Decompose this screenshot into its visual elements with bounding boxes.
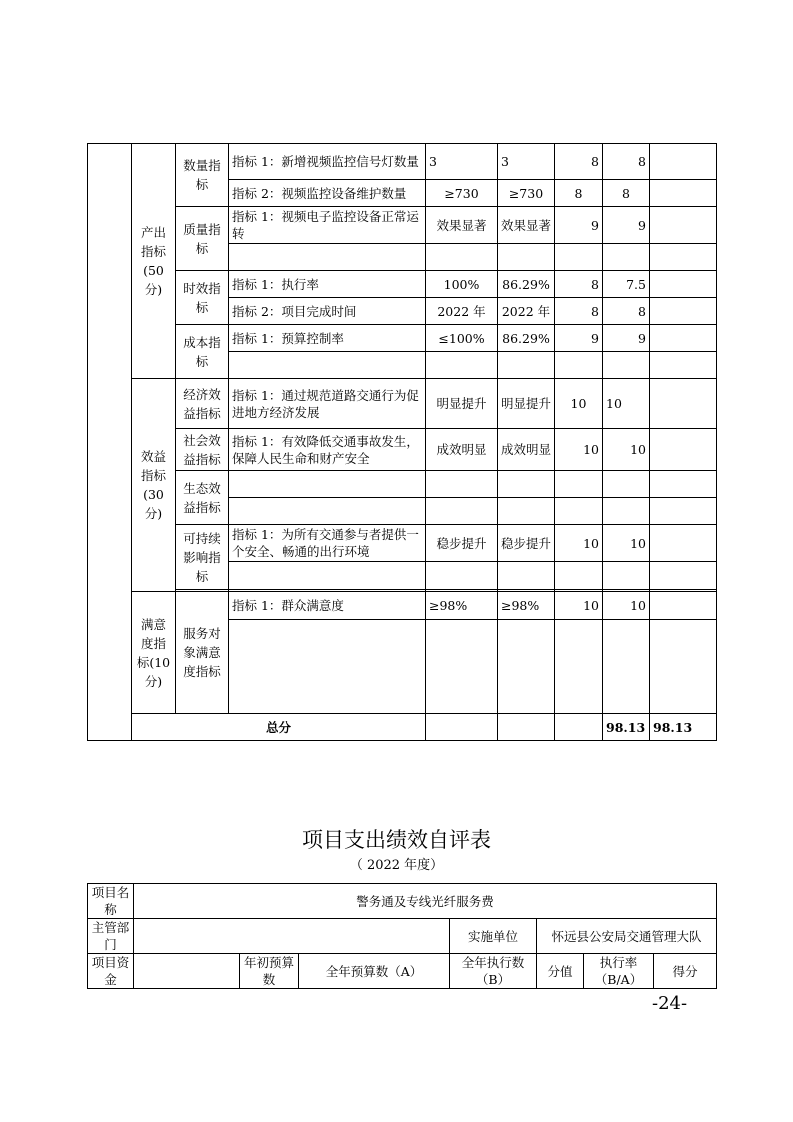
score-cell: 10 xyxy=(555,429,603,471)
empty-cell xyxy=(650,379,717,429)
score-cell: 8 xyxy=(555,144,603,180)
empty-cell xyxy=(134,954,240,989)
actual-cell: 86.29% xyxy=(498,271,555,298)
col-annual-budget: 全年预算数（A） xyxy=(299,954,450,989)
blank-first-column xyxy=(88,144,132,741)
empty-cell xyxy=(498,714,555,741)
target-cell: ≥730 xyxy=(426,180,498,207)
col-initial-budget: 年初预算数 xyxy=(240,954,299,989)
funds-label: 项目资金 xyxy=(88,954,134,989)
empty-cell xyxy=(555,471,603,498)
empty-cell xyxy=(498,562,555,590)
empty-cell xyxy=(426,471,498,498)
empty-cell xyxy=(650,325,717,352)
empty-cell xyxy=(229,620,426,714)
empty-cell xyxy=(229,471,426,498)
satisfaction-category: 满意度指标(10分) xyxy=(132,592,176,714)
benefit-category: 效益指标(30分) xyxy=(132,379,176,592)
indicator-cell: 指标 2：视频监控设备维护数量 xyxy=(229,180,426,207)
col-score: 分值 xyxy=(537,954,584,989)
actual-cell: 86.29% xyxy=(498,325,555,352)
target-cell: 2022 年 xyxy=(426,298,498,325)
score-cell: 10 xyxy=(555,592,603,620)
empty-cell xyxy=(650,498,717,525)
empty-cell xyxy=(426,244,498,271)
project-name-label: 项目名称 xyxy=(88,884,134,919)
got-cell: 9 xyxy=(603,325,650,352)
total-got: 98.13 xyxy=(650,714,717,741)
empty-cell xyxy=(650,244,717,271)
empty-cell xyxy=(498,244,555,271)
empty-cell xyxy=(229,244,426,271)
empty-cell xyxy=(650,592,717,620)
actual-cell: 效果显著 xyxy=(498,207,555,244)
empty-cell xyxy=(426,352,498,379)
empty-cell xyxy=(229,498,426,525)
indicator-cell: 指标 1：通过规范道路交通行为促进地方经济发展 xyxy=(229,379,426,429)
empty-cell xyxy=(555,352,603,379)
actual-cell: 成效明显 xyxy=(498,429,555,471)
empty-cell xyxy=(555,714,603,741)
empty-cell xyxy=(603,620,650,714)
actual-cell: 2022 年 xyxy=(498,298,555,325)
empty-cell xyxy=(426,714,498,741)
form-year: （ 2022 年度） xyxy=(349,858,444,873)
score-cell: 8 xyxy=(555,180,603,207)
empty-cell xyxy=(650,471,717,498)
indicator-cell: 指标 1：执行率 xyxy=(229,271,426,298)
empty-cell xyxy=(426,620,498,714)
ecological-label: 生态效益指标 xyxy=(176,471,229,525)
target-cell: 100% xyxy=(426,271,498,298)
col-executed: 全年执行数（B） xyxy=(450,954,537,989)
dept-value xyxy=(134,919,450,954)
empty-cell xyxy=(650,298,717,325)
empty-cell xyxy=(650,620,717,714)
empty-cell xyxy=(555,562,603,590)
empty-cell xyxy=(498,352,555,379)
empty-cell xyxy=(603,498,650,525)
indicator-cell: 指标 2：项目完成时间 xyxy=(229,298,426,325)
empty-cell xyxy=(426,498,498,525)
empty-cell xyxy=(426,562,498,590)
score-cell: 10 xyxy=(555,379,603,429)
actual-cell: 稳步提升 xyxy=(498,525,555,562)
score-cell: 9 xyxy=(555,325,603,352)
impl-unit-label: 实施单位 xyxy=(450,919,537,954)
empty-cell xyxy=(650,180,717,207)
indicator-cell: 指标 1：为所有交通参与者提供一个安全、畅通的出行环境 xyxy=(229,525,426,562)
page-number: -24- xyxy=(652,993,688,1014)
empty-cell xyxy=(650,525,717,562)
actual-cell: ≥98% xyxy=(498,592,555,620)
satisfaction-label: 服务对象满意度指标 xyxy=(176,592,229,714)
score-cell: 8 xyxy=(555,271,603,298)
empty-cell xyxy=(555,498,603,525)
impl-unit-value: 怀远县公安局交通管理大队 xyxy=(537,919,717,954)
col-rate: 执行率（B/A） xyxy=(584,954,654,989)
quantity-label: 数量指标 xyxy=(176,144,229,207)
empty-cell xyxy=(229,562,426,590)
target-cell: 稳步提升 xyxy=(426,525,498,562)
quality-label: 质量指标 xyxy=(176,207,229,271)
target-cell: 明显提升 xyxy=(426,379,498,429)
actual-cell: ≥730 xyxy=(498,180,555,207)
empty-cell xyxy=(498,620,555,714)
empty-cell xyxy=(650,562,717,590)
score-cell: 8 xyxy=(555,298,603,325)
project-name-value: 警务通及专线光纤服务费 xyxy=(134,884,717,919)
got-cell: 9 xyxy=(603,207,650,244)
empty-cell xyxy=(650,429,717,471)
output-category: 产出指标(50分) xyxy=(132,144,176,379)
indicator-cell: 指标 1：预算控制率 xyxy=(229,325,426,352)
score-cell: 9 xyxy=(555,207,603,244)
dept-label: 主管部门 xyxy=(88,919,134,954)
empty-cell xyxy=(498,471,555,498)
form-title: 项目支出绩效自评表 xyxy=(302,828,491,852)
target-cell: 3 xyxy=(426,144,498,180)
empty-cell xyxy=(603,471,650,498)
target-cell: 效果显著 xyxy=(426,207,498,244)
performance-indicator-table xyxy=(87,143,717,741)
empty-cell xyxy=(650,271,717,298)
score-cell: 10 xyxy=(555,525,603,562)
indicator-cell: 指标 1：新增视频监控信号灯数量 xyxy=(229,144,426,180)
empty-cell xyxy=(603,244,650,271)
col-got: 得分 xyxy=(654,954,717,989)
indicator-cell: 指标 1：群众满意度 xyxy=(229,592,426,620)
empty-cell xyxy=(603,562,650,590)
got-cell: 10 xyxy=(603,429,650,471)
empty-cell xyxy=(603,352,650,379)
total-label: 总分 xyxy=(132,714,426,741)
actual-cell: 3 xyxy=(498,144,555,180)
indicator-cell: 指标 1：视频电子监控设备正常运转 xyxy=(229,207,426,244)
total-score: 98.13 xyxy=(603,714,650,741)
social-label: 社会效益指标 xyxy=(176,429,229,471)
got-cell: 8 xyxy=(603,298,650,325)
empty-cell xyxy=(229,352,426,379)
got-cell: 10 xyxy=(603,379,650,429)
timeliness-label: 时效指标 xyxy=(176,271,229,325)
indicator-cell: 指标 1：有效降低交通事故发生，保障人民生命和财产安全 xyxy=(229,429,426,471)
actual-cell: 明显提升 xyxy=(498,379,555,429)
cost-label: 成本指标 xyxy=(176,325,229,379)
got-cell: 10 xyxy=(603,525,650,562)
empty-cell xyxy=(650,352,717,379)
empty-cell xyxy=(498,498,555,525)
got-cell: 8 xyxy=(603,144,650,180)
target-cell: ≤100% xyxy=(426,325,498,352)
sustainable-label: 可持续影响指标 xyxy=(176,525,229,590)
got-cell: 10 xyxy=(603,592,650,620)
empty-cell xyxy=(650,144,717,180)
project-info-table xyxy=(87,883,717,989)
empty-cell xyxy=(555,244,603,271)
target-cell: 成效明显 xyxy=(426,429,498,471)
target-cell: ≥98% xyxy=(426,592,498,620)
got-cell: 8 xyxy=(603,180,650,207)
economic-label: 经济效益指标 xyxy=(176,379,229,429)
empty-cell xyxy=(555,620,603,714)
got-cell: 7.5 xyxy=(603,271,650,298)
empty-cell xyxy=(650,207,717,244)
